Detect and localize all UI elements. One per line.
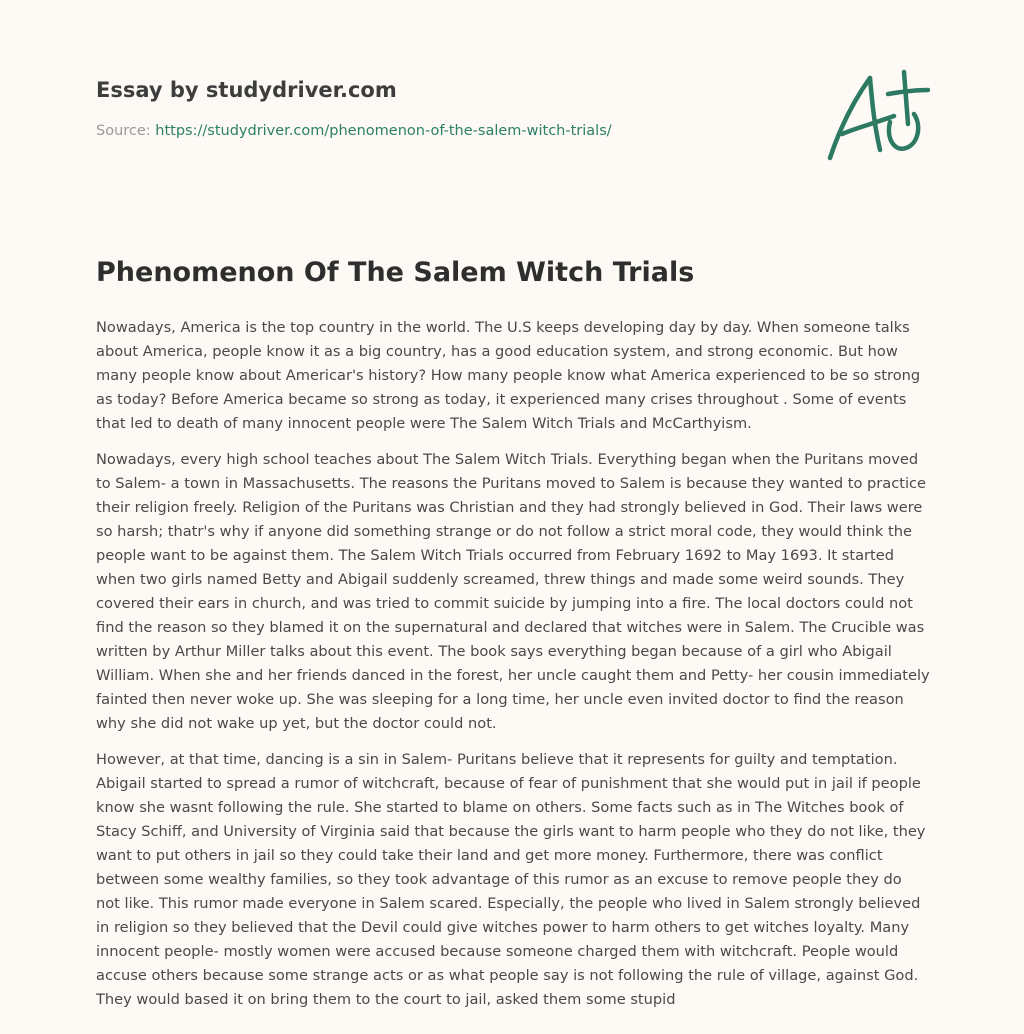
article-body: [96, 316, 930, 1024]
source-line: [96, 121, 796, 141]
paragraph: Nowadays, every high school teaches about The Salem Witch Trials. Everything began when the Puritans moved to Salem- a town in Massachusetts. The reasons the Puritans moved to Salem is because they wanted to practice their religion freely. Religion of the Puritans was Christian and they had strongly believed in God. Their laws were so harsh; thatr's why if anyone did something strange or do not follow a strict moral code, they would think the people want to be against them. The Salem Witch Trials occurred from February 1692 to May 1693. It started when two girls named Betty and Abigail suddenly screamed, threw things and made some weird sounds. They covered their ears in church, and was tried to commit suicide by jumping into a fire. The local doctors could not find the reason so they blamed it on the supernatural and declared that witches were in Salem. The Crucible was written by Arthur Miller talks about this event. The book says everything began because of a girl who Abigail William. When she and her friends danced in the forest, her uncle caught them and Petty- her cousin immediately fainted then never woke up. She was sleeping for a long time, her uncle even invited doctor to find the reason why she did not wake up yet, but the doctor could not.: [96, 451, 930, 732]
paragraph: However, at that time, dancing is a sin in Salem- Puritans believe that it represents for guilty and temptation. Abigail started to spread a rumor of witchcraft, because of fear of punishment that she would put in jail if people know she wasnt following the rule. She started to blame on others. Some facts such as in The Witches book of Stacy Schiff, and University of Virginia said that because the girls want to harm people who they do not like, they want to put others in jail so they could take their land and get more money. Furthermore, there was conflict between some wealthy families, so they took advantage of this rumor as an excuse to remove people they do not like. This rumor made everyone in Salem scared. Especially, the people who lived in Salem strongly believed in religion so they believed that the Devil could give witches power to harm others to get witches loyalty. Many innocent people- mostly women were accused because someone charged them with witchcraft. People would accuse others because some strange acts or as what people say is not following the rule of village, against God. They would based it on bring them to the court to jail, asked them some stupid: [96, 751, 926, 1008]
page-title: Phenomenon Of The Salem Witch Trials: [96, 257, 695, 288]
essay-header: [96, 76, 796, 141]
a-plus-logo-icon: [820, 66, 930, 166]
paragraph: Nowadays, America is the top country in the world. The U.S keeps developing day by day. When someone talks about America, people know it as a big country, has a good education system, and strong economic. But how many people know about Americar's history? How many people know what America experienced to be so strong as today? Before America became so strong as today, it experienced many crises throughout . Some of events that led to death of many innocent people were The Salem Witch Trials and McCarthyism.: [96, 319, 921, 432]
source-link[interactable]: https://studydriver.com/phenomenon-of-the-salem-witch-trials/: [155, 123, 612, 139]
source-label: Source:: [96, 123, 156, 139]
brand-title: Essay by studydriver.com: [96, 78, 397, 102]
